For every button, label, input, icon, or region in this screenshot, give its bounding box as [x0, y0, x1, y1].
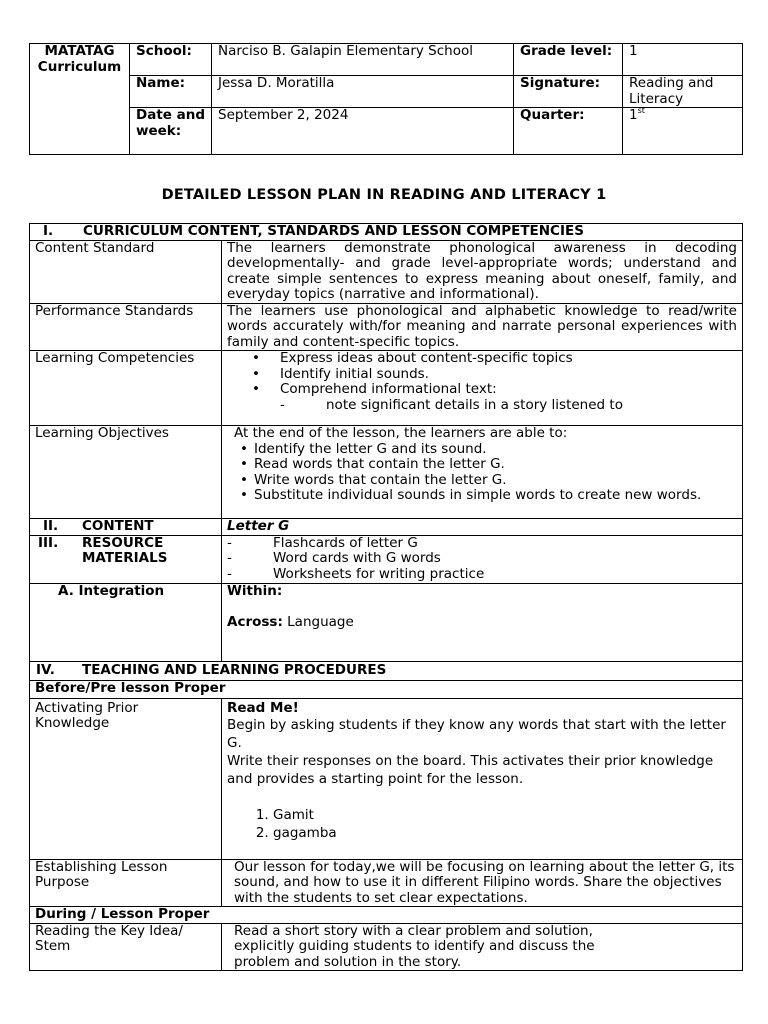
resource-item: - Worksheets for writing practice	[227, 567, 737, 583]
name-value: Jessa D. Moratilla	[212, 76, 514, 108]
during-lesson-heading: During / Lesson Proper	[30, 907, 743, 924]
integration-text	[222, 583, 743, 661]
activating-prior-knowledge-label: Activating Prior Knowledge	[30, 698, 222, 859]
lesson-plan-table	[29, 223, 743, 971]
school-value: Narciso B. Galapin Elementary School	[212, 44, 514, 76]
learning-competencies-list	[222, 351, 743, 426]
establishing-purpose-label: Establishing Lesson Purpose	[30, 859, 222, 907]
page-title: DETAILED LESSON PLAN IN READING AND LITERACY 1	[161, 187, 607, 203]
grade-label: Grade level:	[514, 44, 623, 76]
resource-materials-list	[222, 535, 743, 583]
date-value: September 2, 2024	[212, 108, 514, 155]
performance-standards-text: The learners use phonological and alphabetic knowledge to read/write words accurately with/for meaning and narrate personal experiences with family and content-specific topics.	[222, 303, 743, 351]
date-label: Date and week:	[130, 108, 212, 155]
quarter-label: Quarter:	[514, 108, 623, 155]
competency-item: • Express ideas about content-specific topics	[280, 351, 737, 367]
competency-sub-item: note significant details in a story listened to	[326, 396, 623, 413]
key-idea-text: Read a short story with a clear problem and solution, explicitly guiding students to identify and discuss the problem and solution in the story.	[222, 923, 743, 971]
learning-objectives-list	[222, 426, 743, 519]
word-list-item: 2. gagamba	[273, 825, 737, 843]
content-standard-text: The learners demonstrate phonological awareness in decoding developmentally- and grade level-appropriate words; understand and create simple sentences to express meaning about oneself, family, and everyday topics (narrative and informational).	[222, 240, 743, 303]
key-idea-label: Reading the Key Idea/ Stem	[30, 923, 222, 971]
resource-materials-label: III. RESOURCE MATERIALS	[30, 535, 222, 583]
signature-value: Reading and Literacy	[623, 76, 743, 108]
content-standard-label: Content Standard	[30, 240, 222, 303]
name-label: Name:	[130, 76, 212, 108]
across-label: Across:	[227, 614, 283, 630]
resource-item: - Word cards with G words	[227, 551, 737, 567]
signature-label: Signature:	[514, 76, 623, 108]
school-label: School:	[130, 44, 212, 76]
activating-paragraph-1: Begin by asking students if they know any words that start with the letter G.	[227, 717, 726, 752]
curriculum-label: MATATAG Curriculum	[30, 44, 130, 155]
objectives-intro: At the end of the lesson, the learners are able to:	[234, 425, 568, 441]
activating-paragraph-2: Write their responses on the board. This activates their prior knowledge and provides a starting point for the lesson.	[227, 752, 714, 787]
grade-value: 1	[623, 44, 743, 76]
section-1-heading: I. CURRICULUM CONTENT, STANDARDS AND LESSON COMPETENCIES	[30, 224, 743, 241]
competency-item: • Identify initial sounds.	[280, 367, 737, 383]
word-list-item: 1. Gamit	[273, 807, 737, 825]
learning-competencies-label: Learning Competencies	[30, 351, 222, 426]
quarter-value: 1st	[623, 108, 743, 155]
objective-item: • Read words that contain the letter G.	[254, 457, 737, 473]
learning-objectives-label: Learning Objectives	[30, 426, 222, 519]
header-table	[29, 43, 743, 155]
objective-item: • Write words that contain the letter G.	[254, 473, 737, 489]
content-value: Letter G	[222, 519, 743, 536]
objective-item: • Identify the letter G and its sound.	[254, 442, 737, 458]
activating-prior-knowledge-text	[222, 698, 743, 859]
across-value: Language	[287, 614, 354, 630]
establishing-purpose-text: Our lesson for today,we will be focusing on learning about the letter G, its sound, and how to use it in different Filipino words. Share the objectives with the students to set clear expectations.	[222, 859, 743, 907]
objective-item: • Substitute individual sounds in simple words to create new words.	[254, 488, 737, 504]
before-lesson-heading: Before/Pre lesson Proper	[30, 680, 743, 698]
within-label: Within:	[227, 582, 283, 599]
read-me-heading: Read Me!	[227, 699, 299, 716]
section-4-heading: IV. TEACHING AND LEARNING PROCEDURES	[30, 661, 743, 680]
competency-item: • Comprehend informational text:	[280, 382, 737, 398]
content-label: II. CONTENT	[30, 519, 222, 536]
performance-standards-label: Performance Standards	[30, 303, 222, 351]
integration-label: A. Integration	[30, 583, 222, 661]
resource-item: - Flashcards of letter G	[227, 536, 737, 552]
